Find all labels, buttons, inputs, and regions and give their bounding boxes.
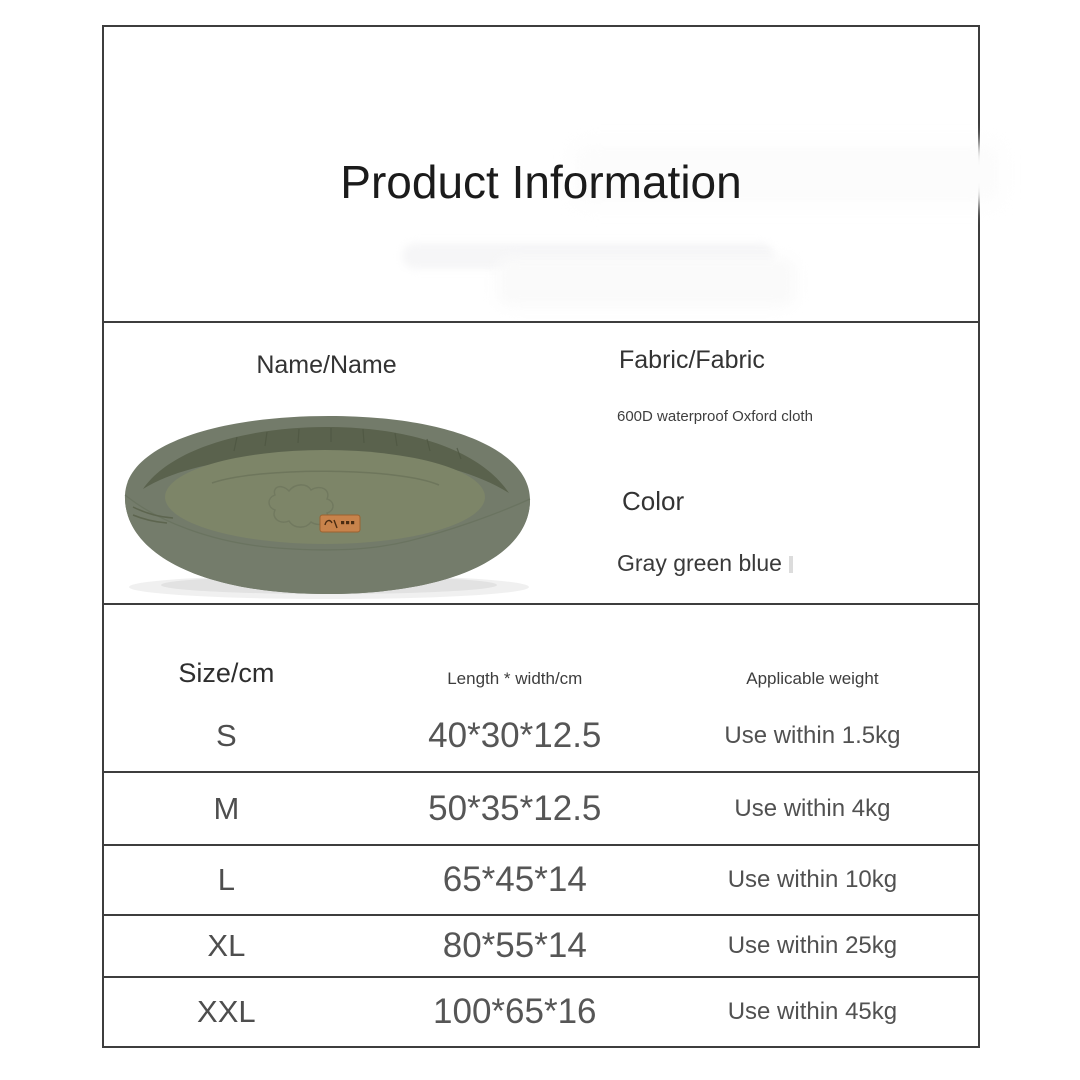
table-row-xxl bbox=[104, 976, 978, 1046]
page-title: Product Information bbox=[340, 156, 742, 208]
pet-bed-illustration bbox=[117, 403, 537, 605]
column-header-size: Size/cm bbox=[178, 657, 275, 688]
product-name-label: Name/Name bbox=[256, 351, 397, 379]
table-row-l bbox=[104, 844, 978, 914]
size-cell: XL bbox=[207, 927, 246, 963]
size-cell: XXL bbox=[197, 994, 256, 1030]
weight-cell: Use within 10kg bbox=[727, 865, 898, 893]
column-header-weight: Applicable weight bbox=[746, 668, 879, 688]
faded-watermark bbox=[496, 257, 796, 307]
dimensions-cell: 100*65*16 bbox=[433, 992, 597, 1032]
product-detail-card bbox=[102, 323, 980, 605]
dimensions-cell: 80*55*14 bbox=[442, 925, 587, 965]
product-specs bbox=[617, 323, 982, 605]
column-header-dimensions: Length * width/cm bbox=[447, 668, 583, 688]
dimensions-cell: 65*45*14 bbox=[442, 859, 587, 899]
weight-cell: Use within 25kg bbox=[727, 931, 898, 959]
color-section-label: Color bbox=[622, 486, 685, 516]
size-cell: M bbox=[213, 790, 240, 826]
table-row-s bbox=[104, 701, 978, 772]
size-cell: L bbox=[217, 861, 235, 897]
weight-cell: Use within 4kg bbox=[734, 794, 891, 822]
dimensions-cell: 50*35*12.5 bbox=[428, 788, 602, 828]
dimensions-cell: 40*30*12.5 bbox=[428, 715, 602, 755]
cropped-text-fragment bbox=[789, 556, 793, 573]
fabric-value: 600D waterproof Oxford cloth bbox=[617, 408, 813, 425]
size-table-card bbox=[102, 605, 980, 1048]
size-cell: S bbox=[216, 717, 237, 753]
weight-cell: Use within 1.5kg bbox=[724, 721, 901, 749]
brand-tag bbox=[320, 515, 360, 532]
size-table-header bbox=[104, 605, 978, 701]
weight-cell: Use within 45kg bbox=[727, 998, 898, 1026]
color-value-text: Gray green blue bbox=[617, 550, 782, 576]
fabric-section-label: Fabric/Fabric bbox=[619, 346, 765, 374]
table-row-m bbox=[104, 771, 978, 844]
product-image bbox=[117, 403, 537, 605]
color-value bbox=[617, 550, 793, 577]
product-info-card bbox=[102, 25, 980, 323]
table-row-xl bbox=[104, 914, 978, 977]
